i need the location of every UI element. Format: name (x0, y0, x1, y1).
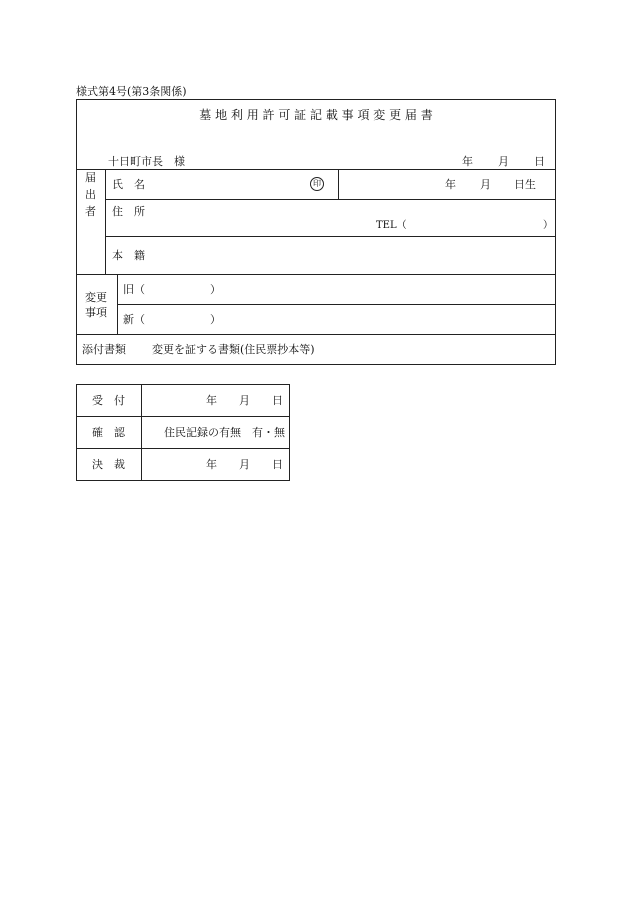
new-close: ） (210, 313, 221, 326)
old-label: 旧（ (123, 283, 145, 296)
form-number: 様式第4号(第3条関係) (76, 85, 187, 98)
name-label: 氏 名 (112, 178, 145, 191)
birth-month: 月 (480, 178, 491, 191)
date-day: 日 (534, 155, 545, 168)
old-close: ） (210, 283, 221, 296)
notification-form (76, 99, 556, 365)
receipt-date: 年 月 日 (206, 394, 283, 407)
tel-close: ） (543, 220, 553, 231)
confirm-value: 住民記録の有無 有・無 (164, 426, 285, 439)
birth-day: 日生 (514, 178, 536, 191)
address-label: 住 所 (112, 205, 145, 218)
addressee: 十日町市長 様 (108, 155, 185, 168)
seal-icon: 印 (310, 177, 324, 191)
office-use-box (76, 384, 290, 481)
domicile-label: 本 籍 (112, 249, 145, 262)
receipt-label: 受 付 (92, 394, 125, 407)
change-label-1: 変更 (85, 291, 107, 304)
approval-date: 年 月 日 (206, 458, 283, 471)
notifier-label-3: 者 (85, 205, 96, 218)
change-label-2: 事項 (85, 306, 107, 319)
confirm-label: 確 認 (92, 426, 125, 439)
notifier-label-1: 届 (85, 171, 96, 184)
birth-year: 年 (445, 178, 456, 191)
new-label: 新（ (123, 313, 145, 326)
notifier-label-2: 出 (85, 188, 96, 201)
form-title: 墓 地 利 用 許 可 証 記 載 事 項 変 更 届 書 (199, 108, 433, 122)
date-month: 月 (498, 155, 509, 168)
attachment-value: 変更を証する書類(住民票抄本等) (152, 343, 315, 356)
tel-label: TEL（ (376, 220, 407, 231)
approval-label: 決 裁 (92, 458, 125, 471)
date-year: 年 (462, 155, 473, 168)
attachment-label: 添付書類 (82, 343, 126, 356)
